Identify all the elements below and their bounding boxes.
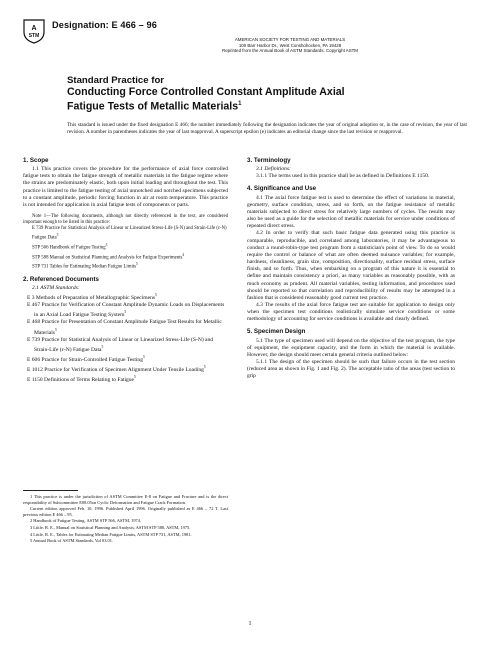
list-item: E 1150 Definitions of Terms Relating to Fatigue$^5$	[27, 374, 136, 383]
footnote-divider	[23, 490, 78, 491]
section-heading-significance: 4. Significance and Use	[247, 185, 317, 193]
list-item: STP 731 Tables for Estimating Median Fatigue Limits$^5$	[32, 262, 138, 270]
publisher-line: Reprinted from the Annual Book of ASTM Standards. Copyright ASTM	[222, 48, 358, 54]
footnotes	[23, 494, 228, 545]
list-item: E 3 Methods of Preparation of Metallographic Specimens$^5$	[27, 293, 157, 302]
paragraph: 4.2 In order to verify that such basic fatigue data generated using this practice is comparable, reproducible, and correlated among laboratories, it may be advantageous to conduct a round-robin-type test program from a statistician's point of view. To do so would require the control or balance of what are often deemed nuisance variables; for example, hardness, cleanliness, grain size, composition, directionality, surface residual stress, surface finish, and so forth. Thus, when embarking on a program of this nature it is essential to define and maintain consistency a priori, as many variables as reasonably possible, with as much economy as prudent. All material variables, testing information, and procedures used should be reported so that correlation and reproducibility of results may be attempted in a fashion that is considered reasonably good current test practice.	[247, 230, 455, 301]
footnote: Current edition approved Feb. 10, 1996. Published April 1996. Originally published as E 466 – 72 T. Last previous edition E 466 – 95.	[23, 506, 228, 517]
footnote: 4 Little, R. E., Tables for Estimating Median Fatigue Limits, ASTM STP 731, ASTM, 1981.	[30, 531, 192, 537]
section-heading-terminology: 3. Terminology	[247, 157, 291, 164]
left-column	[23, 157, 228, 384]
footnote: 5 Annual Book of ASTM Standards, Vol 03.01.	[30, 538, 114, 544]
astm-logo-icon	[23, 18, 45, 44]
note: Note 1—The following documents, although not directly referenced in the text, are considered important enough to be listed in this practice:	[23, 214, 228, 226]
page-title	[67, 86, 345, 113]
paragraph: 4.1 The axial force fatigue test is used to determine the effect of variations in material, geometry, surface condition, stress, and so forth, on the fatigue resistance of metallic materials subjected to direct stress for relatively large numbers of cycles. The results may also be used as a guide for the selection of metallic materials for service under conditions of repeated direct stress.	[247, 194, 455, 230]
section-heading-referenced: 2. Referenced Documents	[23, 275, 99, 283]
paragraph: 5.1.1 The design of the specimen should be such that failure occurs in the test section (reduced area as shown in Fig. 1 and Fig. 2). The acceptable ratio of the areas (test section to grip	[247, 359, 455, 380]
list-item: STP 566 Handbook of Fatigue Testing$^3$	[32, 242, 108, 251]
title-line: Conducting Force Controlled Constant Amplitude Axial	[67, 86, 345, 98]
svg-text:A: A	[31, 25, 37, 32]
paragraph: 3.1.1 The terms used in this practice shall be as defined in Definitions E 1150.	[256, 173, 430, 180]
svg-text:STM: STM	[28, 33, 40, 39]
paragraph: 1.1 This practice covers the procedure for the performance of axial force controlled fatigue tests to obtain the fatigue strength of metallic materials in the fatigue regime where the strains are predominately elastic, both upon initial loading and throughout the test. This practice is limited to the fatigue testing of axial unnotched and notched specimens subjected to a constant amplitude, periodic forcing function in air at room temperature. This practice is not intended for application in axial fatigue tests of components or parts.	[23, 166, 228, 208]
subsection: 3.1 Definitions:	[256, 166, 291, 173]
standard-for: Standard Practice for	[67, 75, 165, 86]
publisher-line: 100 Barr Harbor Dr., West Conshohocken, PA 19428	[238, 42, 342, 48]
title-line: Fatigue Tests of Metallic Materials$^1$	[67, 100, 242, 113]
publisher-line: AMERICAN SOCIETY FOR TESTING AND MATERIALS	[234, 37, 346, 42]
footnote: 1 This practice is under the jurisdiction of ASTM Committee E-8 on Fatigue and Fracture and is the direct responsibility of Subcommittee E08.05on Cyclic Deformation and Fatigue Crack Formation.	[23, 494, 228, 505]
paragraph: 5.1 The type of specimen used will depend on the objective of the test program, the type of equipment, the equipment capacity, and the form in which the material is available. However, the design should meet certain general criteria outlined below:	[247, 337, 455, 358]
page-number: 1	[248, 621, 252, 627]
reference-list	[23, 292, 228, 383]
list-item: E 606 Practice for Strain-Controlled Fatigue Testing$^5$	[27, 354, 145, 363]
publisher-block	[185, 37, 395, 54]
right-column	[247, 157, 455, 381]
paragraph: 4.3 The results of the axial force fatigue test are suitable for application to design only when the specimen test conditions realistically simulate service conditions or some methodology of accounting for service conditions is available and clearly defined.	[247, 301, 455, 323]
designation: Designation: E 466 – 96	[52, 20, 157, 30]
footnote: 2 Handbook of Fatigue Testing, ASTM STP 566, ASTM, 1974.	[30, 518, 142, 524]
issuance-note: This standard is issued under the fixed designation E 466; the number immediately following the designation indicates the year of original adoption or, in the case of revision, the year of last revision. A number in parentheses indicates the year of last reapproval. A superscript epsilon (e) indicates an editorial change since the last revision or reapproval.	[67, 122, 467, 135]
list-item: E 467 Practice for Verification of Constant Amplitude Dynamic Loads on Displacements in an Axial Load Fatigue Testing System$^5$	[27, 302, 225, 319]
subsection: 2.1 ASTM Standards:	[32, 285, 80, 292]
note-list	[23, 226, 228, 271]
list-item: E 1012 Practice for Verification of Specimen Alignment Under Tensile Loading$^5$	[27, 364, 206, 373]
list-item: E 739 Practice for Statistical Analysis of Linear or Linearized Stress-Life (S-N) and Strain-Life (ε-N) Fatigue Data$^5$	[32, 226, 227, 241]
section-heading-scope: 1. Scope	[23, 157, 49, 164]
list-item: E 468 Practice for Presentation of Constant Amplitude Fatigue Test Results for Metallic Materials$^5$	[27, 319, 222, 336]
list-item: E 739 Practice for Statistical Analysis of Linear or Linearized Stress-Life (S-N) and Strain-Life (ε-N) Fatigue Data$^5$	[27, 336, 214, 353]
section-heading-specimen: 5. Specimen Design	[247, 328, 306, 336]
list-item: STP 588 Manual on Statistical Planning and Analysis for Fatigue Experiments$^4$	[32, 252, 185, 261]
footnote: 3 Little, R. E., Manual on Statistical Planning and Analysis, ASTM STP 588, ASTM, 1975.	[30, 524, 191, 530]
